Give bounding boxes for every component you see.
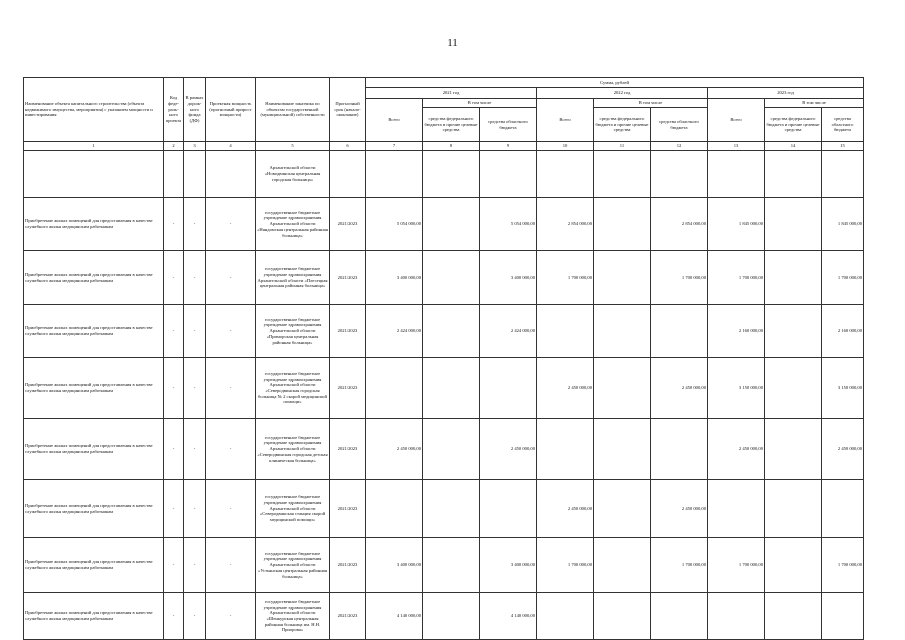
cell-capacity: - (206, 305, 256, 358)
cell-2022-regional: 2 854 000,00 (651, 198, 708, 251)
cell-name: Приобретение жилых помещений для предоставления в качестве служебного жилья медицинским работникам (24, 593, 164, 640)
cell-term: 2021/2023 (330, 593, 366, 640)
cell-2023-federal (765, 593, 822, 640)
header-including: В том числе (765, 99, 864, 108)
column-number: 11 (594, 142, 651, 151)
cell-2023-regional: 1 700 000,00 (822, 538, 864, 593)
cell-name: Приобретение жилых помещений для предоставления в качестве служебного жилья медицинским работникам (24, 251, 164, 305)
cell-term (330, 151, 366, 198)
cell-2023-total (708, 593, 765, 640)
cell-2023-regional: 2 160 000,00 (822, 305, 864, 358)
cell-2021-total (366, 358, 423, 419)
cell-2022-federal (594, 538, 651, 593)
cell-2023-total: 3 150 000,00 (708, 358, 765, 419)
cell-2022-federal (594, 593, 651, 640)
column-number: 7 (366, 142, 423, 151)
cell-code: - (164, 593, 184, 640)
header-including: В том числе (423, 99, 537, 108)
table-body (24, 151, 864, 640)
cell-2021-federal (423, 419, 480, 480)
cell-name: Приобретение жилых помещений для предоставления в качестве служебного жилья медицинским работникам (24, 305, 164, 358)
table-row (24, 251, 864, 305)
header-term: Прогнозный срок (начало-окончание) (330, 78, 366, 142)
cell-2022-total (537, 593, 594, 640)
page-number: 11 (447, 37, 458, 49)
cell-capacity: - (206, 419, 256, 480)
cell-capacity: - (206, 593, 256, 640)
cell-2023-federal (765, 419, 822, 480)
cell-customer: государственное бюджетное учреждение здравоохранения Архангельской области «Приморская центральная районная больница» (256, 305, 330, 358)
cell-2021-regional: 3 400 000,00 (480, 538, 537, 593)
cell-2023-total (708, 151, 765, 198)
cell-capacity (206, 151, 256, 198)
column-number-row (24, 142, 864, 151)
cell-2023-federal (765, 198, 822, 251)
table-row (24, 538, 864, 593)
cell-2022-total (537, 419, 594, 480)
cell-2023-total: 2 160 000,00 (708, 305, 765, 358)
cell-2021-total: 2 424 000,00 (366, 305, 423, 358)
cell-2023-total (708, 480, 765, 538)
cell-customer: государственное бюджетное учреждение здравоохранения Архангельской области «Северодвинская городская детская клиническая больница» (256, 419, 330, 480)
cell-2021-regional (480, 151, 537, 198)
cell-2023-federal (765, 358, 822, 419)
cell-2023-regional: 3 150 000,00 (822, 358, 864, 419)
table-row (24, 358, 864, 419)
table-header (24, 78, 864, 151)
cell-term: 2021/2023 (330, 251, 366, 305)
investment-table (23, 77, 864, 640)
cell-capacity: - (206, 538, 256, 593)
header-regional: средства областного бюджета (480, 108, 537, 142)
cell-road-fund: - (184, 305, 206, 358)
header-including: В том числе (594, 99, 708, 108)
cell-code: - (164, 358, 184, 419)
cell-2021-total (366, 151, 423, 198)
cell-2021-federal (423, 358, 480, 419)
cell-2022-regional: 2 450 000,00 (651, 358, 708, 419)
cell-2022-federal (594, 358, 651, 419)
cell-2023-federal (765, 305, 822, 358)
cell-capacity: - (206, 198, 256, 251)
cell-road-fund: - (184, 593, 206, 640)
header-federal: средства федерального бюджета и прочие целевые средства (423, 108, 480, 142)
cell-2023-regional: 1 845 000,00 (822, 198, 864, 251)
cell-2022-federal (594, 305, 651, 358)
cell-code (164, 151, 184, 198)
cell-customer: государственное бюджетное учреждение здравоохранения Архангельской области «Плесецкая центральная районная больница» (256, 251, 330, 305)
cell-capacity: - (206, 480, 256, 538)
cell-road-fund: - (184, 358, 206, 419)
column-number: 10 (537, 142, 594, 151)
cell-2022-regional: 1 700 000,00 (651, 538, 708, 593)
header-total: Всего (366, 99, 423, 142)
cell-2023-regional: 1 700 000,00 (822, 251, 864, 305)
cell-2022-federal (594, 198, 651, 251)
column-number: 6 (330, 142, 366, 151)
cell-customer: государственное бюджетное учреждение здравоохранения Архангельской области «Шенкурская центральная районная больница им. Н.Н. Приорова» (256, 593, 330, 640)
cell-customer: государственное бюджетное учреждение здравоохранения Архангельской области «Устьянская центральная районная больница» (256, 538, 330, 593)
cell-code: - (164, 305, 184, 358)
cell-2022-total: 2 450 000,00 (537, 480, 594, 538)
column-number: 8 (423, 142, 480, 151)
cell-2022-federal (594, 151, 651, 198)
cell-2021-federal (423, 480, 480, 538)
cell-term: 2021/2023 (330, 305, 366, 358)
cell-term: 2021/2023 (330, 419, 366, 480)
cell-2021-regional: 2 450 000,00 (480, 419, 537, 480)
cell-2023-regional: 2 450 000,00 (822, 419, 864, 480)
cell-2022-federal (594, 251, 651, 305)
cell-capacity: - (206, 358, 256, 419)
cell-code: - (164, 419, 184, 480)
column-number: 1 (24, 142, 164, 151)
cell-code: - (164, 480, 184, 538)
column-number: 12 (651, 142, 708, 151)
header-sum: Сумма, рублей (366, 78, 864, 88)
cell-code: - (164, 251, 184, 305)
cell-2022-total: 2 450 000,00 (537, 358, 594, 419)
cell-customer: государственное бюджетное учреждение здравоохранения Архангельской области «Северодвинская городская больница № 2 скорой медицинской помощи» (256, 358, 330, 419)
cell-name (24, 151, 164, 198)
column-number: 3 (184, 142, 206, 151)
cell-2021-total: 3 400 000,00 (366, 251, 423, 305)
cell-code: - (164, 538, 184, 593)
header-year-2021: 2021 год (366, 88, 537, 99)
table-row (24, 151, 864, 198)
cell-2021-federal (423, 305, 480, 358)
header-year-2023: 2023 год (708, 88, 864, 99)
cell-2023-regional (822, 151, 864, 198)
header-capacity: Проектная мощность (прогнозный прирост мощности) (206, 78, 256, 142)
header-federal: средства федерального бюджета и прочие целевые средства (594, 108, 651, 142)
table-row (24, 419, 864, 480)
cell-2023-federal (765, 151, 822, 198)
cell-2022-federal (594, 480, 651, 538)
cell-2022-regional: 1 700 000,00 (651, 251, 708, 305)
cell-2023-federal (765, 251, 822, 305)
cell-road-fund: - (184, 251, 206, 305)
cell-road-fund: - (184, 198, 206, 251)
cell-2021-regional: 2 424 000,00 (480, 305, 537, 358)
cell-name: Приобретение жилых помещений для предоставления в качестве служебного жилья медицинским работникам (24, 198, 164, 251)
header-federal: средства федерального бюджета и прочие целевые средства (765, 108, 822, 142)
cell-2021-total: 2 450 000,00 (366, 419, 423, 480)
cell-road-fund: - (184, 419, 206, 480)
cell-road-fund: - (184, 480, 206, 538)
cell-name: Приобретение жилых помещений для предоставления в качестве служебного жилья медицинским работникам (24, 480, 164, 538)
header-name: Наименование объекта капитального строительства (объекта недвижимого имущества, мероприятия) с указанием мощности и инвестирования (24, 78, 164, 142)
cell-2021-regional (480, 358, 537, 419)
cell-2021-federal (423, 538, 480, 593)
cell-name: Приобретение жилых помещений для предоставления в качестве служебного жилья медицинским работникам (24, 419, 164, 480)
cell-2023-federal (765, 538, 822, 593)
cell-2022-regional (651, 593, 708, 640)
column-number: 5 (256, 142, 330, 151)
cell-2021-federal (423, 151, 480, 198)
header-total: Всего (537, 99, 594, 142)
cell-2021-federal (423, 593, 480, 640)
cell-2023-total: 2 450 000,00 (708, 419, 765, 480)
cell-customer: Архангельской области «Новодвинская центральная городская больница» (256, 151, 330, 198)
table-row (24, 305, 864, 358)
header-year-2022: 2022 год (537, 88, 708, 99)
table-row (24, 480, 864, 538)
cell-2023-total: 1 700 000,00 (708, 538, 765, 593)
cell-2022-regional (651, 419, 708, 480)
cell-term: 2021/2023 (330, 538, 366, 593)
cell-2021-regional: 3 400 000,00 (480, 251, 537, 305)
table-row (24, 593, 864, 640)
cell-2023-regional (822, 593, 864, 640)
header-customer: Наименование заказчика по объектам государственной (муниципальной) собственности (256, 78, 330, 142)
cell-2022-total (537, 305, 594, 358)
cell-2023-total: 1 700 000,00 (708, 251, 765, 305)
cell-road-fund (184, 151, 206, 198)
column-number: 4 (206, 142, 256, 151)
cell-name: Приобретение жилых помещений для предоставления в качестве служебного жилья медицинским работникам (24, 358, 164, 419)
cell-road-fund: - (184, 538, 206, 593)
cell-term: 2021/2023 (330, 480, 366, 538)
cell-2021-federal (423, 251, 480, 305)
cell-customer: государственное бюджетное учреждение здравоохранения Архангельской области «Северодвинская станция скорой медицинской помощи» (256, 480, 330, 538)
header-total: Всего (708, 99, 765, 142)
header-code: Код феде-раль-ного проекта (164, 78, 184, 142)
cell-capacity: - (206, 251, 256, 305)
cell-term: 2021/2023 (330, 358, 366, 419)
header-road-fund: В рамках дорож-ного фонда (ДФ) (184, 78, 206, 142)
column-number: 15 (822, 142, 864, 151)
cell-customer: государственное бюджетное учреждение здравоохранения Архангельской области «Няндомская центральная районная больница» (256, 198, 330, 251)
cell-2022-total (537, 151, 594, 198)
column-number: 2 (164, 142, 184, 151)
cell-2021-regional: 5 054 000,00 (480, 198, 537, 251)
cell-2021-total (366, 480, 423, 538)
cell-2022-total: 1 700 000,00 (537, 251, 594, 305)
cell-2022-regional (651, 151, 708, 198)
cell-2023-federal (765, 480, 822, 538)
cell-term: 2021/2023 (330, 198, 366, 251)
column-number: 13 (708, 142, 765, 151)
cell-2022-regional (651, 305, 708, 358)
cell-2021-regional: 4 140 000,00 (480, 593, 537, 640)
cell-code: - (164, 198, 184, 251)
column-number: 14 (765, 142, 822, 151)
cell-2021-total: 3 400 000,00 (366, 538, 423, 593)
cell-2021-total: 5 054 000,00 (366, 198, 423, 251)
cell-2022-federal (594, 419, 651, 480)
header-regional: средства областного бюджета (822, 108, 864, 142)
table-row (24, 198, 864, 251)
column-number: 9 (480, 142, 537, 151)
cell-2021-regional (480, 480, 537, 538)
cell-2021-federal (423, 198, 480, 251)
cell-2022-regional: 2 450 000,00 (651, 480, 708, 538)
cell-2022-total: 1 700 000,00 (537, 538, 594, 593)
cell-2023-total: 1 845 000,00 (708, 198, 765, 251)
cell-2021-total: 4 140 000,00 (366, 593, 423, 640)
cell-2023-regional (822, 480, 864, 538)
header-regional: средства областного бюджета (651, 108, 708, 142)
cell-name: Приобретение жилых помещений для предоставления в качестве служебного жилья медицинским работникам (24, 538, 164, 593)
cell-2022-total: 2 854 000,00 (537, 198, 594, 251)
